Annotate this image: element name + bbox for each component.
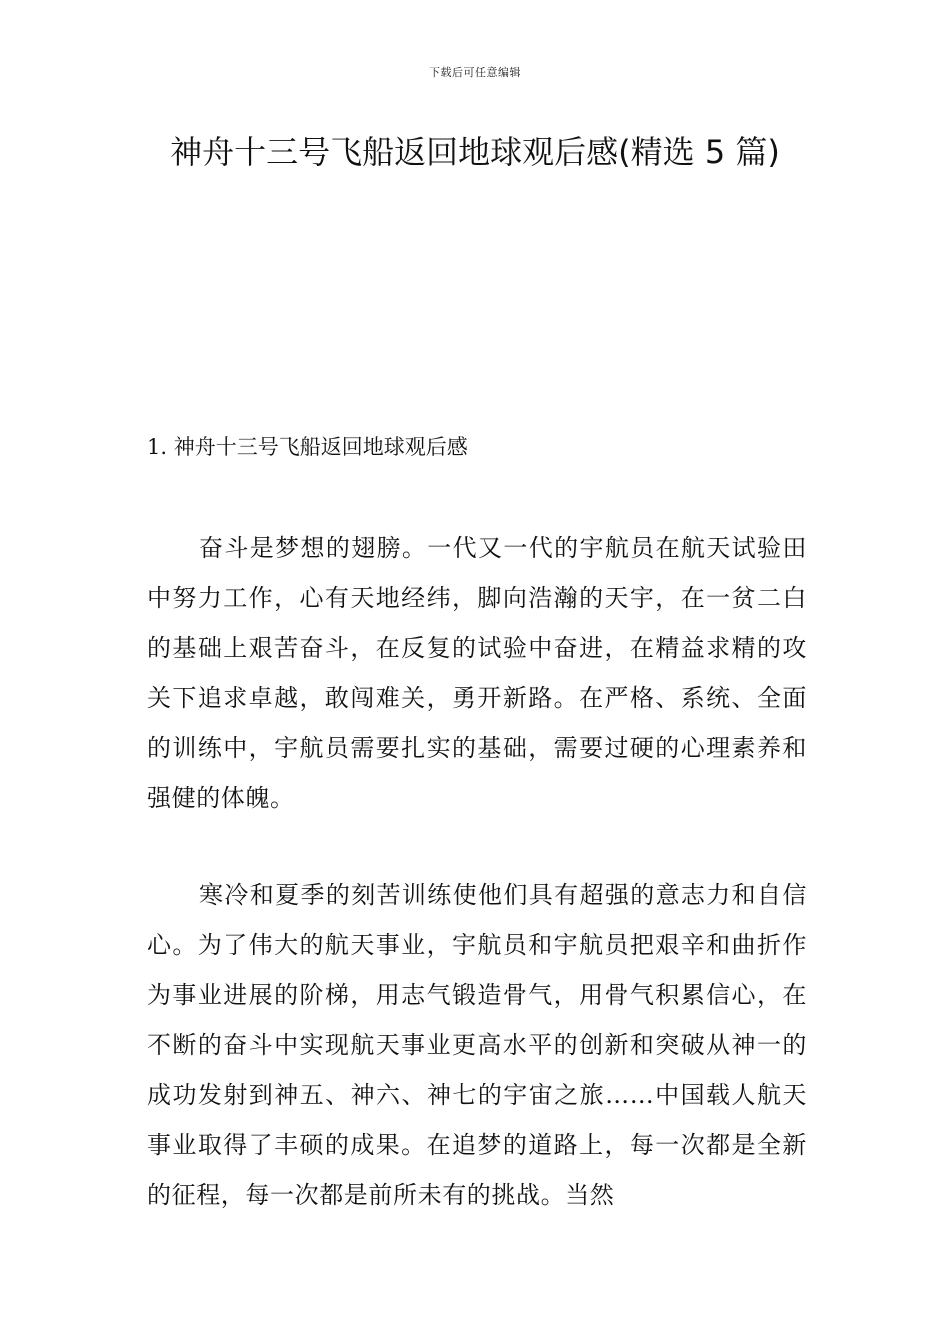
header-note: 下载后可任意编辑 (429, 66, 521, 79)
body-paragraph: 奋斗是梦想的翅膀。一代又一代的宇航员在航天试验田中努力工作，心有天地经纬，脚向浩瀚的天宇，在一贫二白的基础上艰苦奋斗，在反复的试验中奋进，在精益求精的攻关下追求卓越，敢闯难关，勇开新路。在严格、系统、全面的训练中，宇航员需要扎实的基础，需要过硬的心理素养和强健的体魄。 (147, 534, 807, 812)
section-heading: 1. 神舟十三号飞船返回地球观后感 (147, 435, 468, 459)
document-title: 神舟十三号飞船返回地球观后感(精选 5 篇) (170, 133, 780, 171)
body-paragraph: 寒冷和夏季的刻苦训练使他们具有超强的意志力和自信心。为了伟大的航天事业，宇航员和宇航员把艰辛和曲折作为事业进展的阶梯，用志气锻造骨气，用骨气积累信心，在不断的奋斗中实现航天事业更高水平的创新和突破从神一的成功发射到神五、神六、神七的宇宙之旅……中国载人航天事业取得了丰硕的成果。在追梦的道路上，每一次都是全新的征程，每一次都是前所未有的挑战。当然 (147, 881, 807, 1209)
